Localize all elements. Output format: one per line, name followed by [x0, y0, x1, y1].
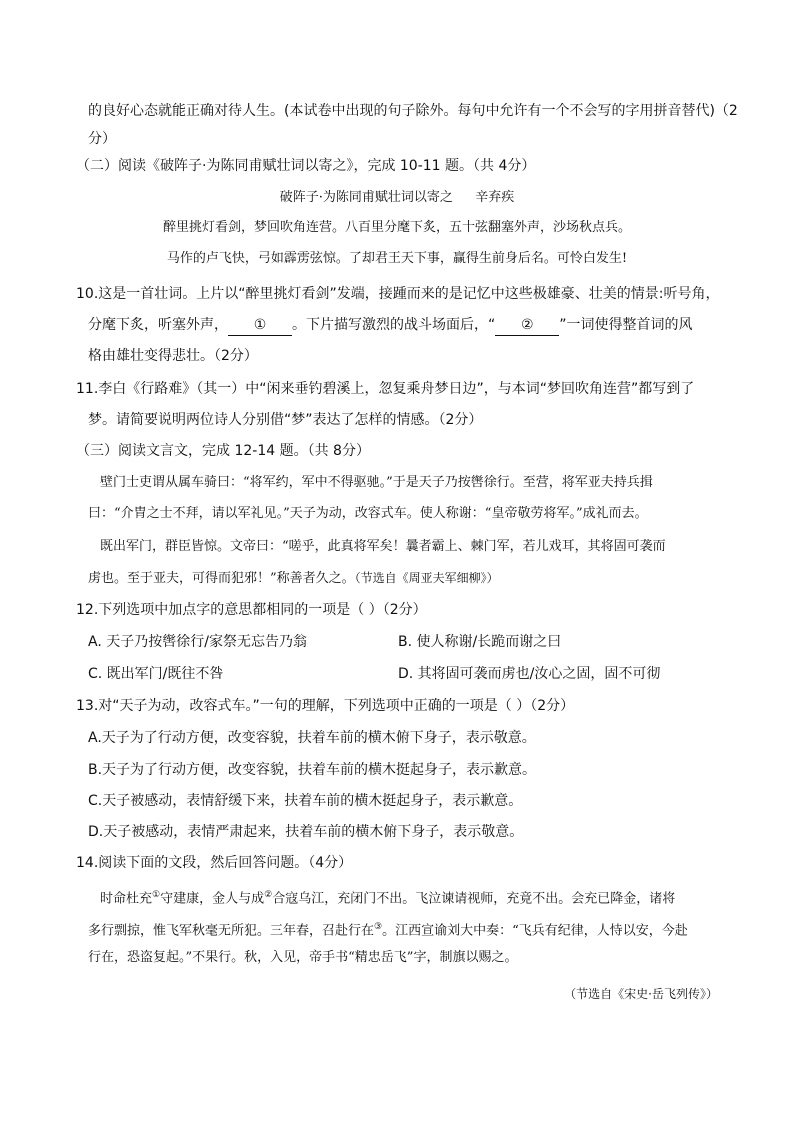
q11-line1: 11.李白《行路难》（其一）中“闲来垂钓碧溪上，忽复乘舟梦日边”，与本词“梦回吹角连营”都写到了 [76, 381, 695, 397]
q13-option-c[interactable]: C.天子被感动，表情舒缓下来，扶着车前的横木挺起身子，表示歉意。 [88, 793, 523, 809]
q12-option-b[interactable]: B. 使人称谢/长跪而谢之曰 [398, 634, 562, 650]
q10-line3: 格由雄壮变得悲壮。（2分） [88, 348, 258, 364]
q10-line2-part3: ”一词使得整首词的风 [559, 317, 693, 333]
poem-author: 辛弃疾 [475, 190, 515, 205]
q9-line1: 的良好心态就能正确对待人生。(本试卷中出现的句子除外。每句中允许有一个不会写的字用拼音替代)（2 [88, 103, 738, 119]
poem-line-1: 醉里挑灯看剑，梦回吹角连营。八百里分麾下炙，五十弦翻塞外声，沙场秋点兵。 [162, 220, 631, 235]
q9-line2: 分） [88, 131, 116, 147]
q12-option-c[interactable]: C. 既出军门/既往不咎 [88, 666, 224, 682]
footnote-marker-2: ② [264, 890, 273, 900]
q13-option-b[interactable]: B.天子为了行动方便，改变容貌，扶着车前的横木挺起身子，表示歉意。 [88, 762, 537, 778]
q14-passage-line1 [100, 885, 675, 909]
section3-heading: （三）阅读文言文，完成 12-14 题。（共 8分） [76, 443, 370, 459]
passage-p1-line1: 壁门士吏谓从属车骑曰：“将军约，军中不得驱驰。”于是天子乃按辔徐行。至营，将军亚夫持兵揖 [100, 475, 653, 490]
q10-line2-part2: 。下片描写激烈的战斗场面后，“ [292, 317, 496, 333]
q14-stem: 14.阅读下面的文段，然后回答问题。（4分） [76, 855, 353, 871]
q12-stem: 12.下列选项中加点字的意思都相同的一项是（ ）（2分） [76, 602, 427, 618]
poem-line-2: 马作的卢飞快，弓如霹雳弦惊。了却君王天下事，赢得生前身后名。可怜白发生! [166, 251, 628, 266]
q12-option-d[interactable]: D. 其将固可袭而虏也/汝心之固，固不可彻 [398, 666, 661, 682]
poem-title-line [0, 188, 794, 208]
q14-text-1a: 时命杜充 [100, 891, 153, 907]
q12-option-a[interactable]: A. 天子乃按辔徐行/家祭无忘告乃翁 [88, 634, 307, 650]
q14-passage-line2 [88, 917, 688, 941]
section2-heading: （二）阅读《破阵子·为陈同甫赋壮词以寄之》，完成 10-11 题。（共 4分） [76, 158, 536, 174]
footnote-marker-1: ① [152, 890, 161, 900]
q13-stem: 13.对“天子为动，改容式车。”一句的理解，下列选项中正确的一项是（ ）（2分） [76, 698, 575, 714]
passage-source: （节选自《周亚夫军细柳》） [354, 571, 499, 585]
passage-p2-line2 [88, 568, 499, 589]
passage-p1-line2: 曰：“介胄之士不拜，请以军礼见。”天子为动，改容式车。使人称谢：“皇帝敬劳将军。”成礼而去。 [88, 506, 648, 521]
q10-line2-part1: 分麾下炙，听塞外声， [88, 317, 228, 333]
q14-text-1c: 合寇乌江，充闭门不出。飞泣谏请视师，充竟不出。会充已降金，诸将 [272, 891, 676, 907]
q14-text-1b: 守建康，金人与成 [160, 891, 265, 907]
q14-passage-line3: 行在，恐盗复起。”不果行。秋，入见，帝手书“精忠岳飞”字，制旗以赐之。 [88, 950, 518, 965]
q10-line1: 10.这是一首壮词。上片以“醉里挑灯看剑”发端，接踵而来的是记忆中这些极雄豪、壮美的情景:听号角， [76, 286, 720, 302]
passage-p2-line2-text: 虏也。至于亚夫，可得而犯邪！”称善者久之。 [88, 571, 355, 586]
q14-source: （节选自《宋史·岳飞列传》） [564, 987, 718, 1001]
answer-blank-1[interactable]: ① [228, 315, 292, 336]
answer-blank-2[interactable]: ② [495, 315, 559, 336]
q14-text-2b: 。江西宣谕刘大中奏：“飞兵有纪律，人恃以安，今赴 [382, 923, 688, 939]
footnote-marker-3: ③ [374, 922, 383, 932]
poem-title: 破阵子·为陈同甫赋壮词以寄之 [279, 190, 453, 205]
passage-p2-line1: 既出军门，群臣皆惊。文帝曰：“嗟乎，此真将军矣！曩者霸上、棘门军，若儿戏耳，其将固可袭而 [100, 539, 666, 554]
q14-text-2a: 多行剽掠，惟飞军秋毫无所犯。三年春，召赴行在 [88, 923, 375, 939]
q13-option-d[interactable]: D.天子被感动，表情严肃起来，扶着车前的横木俯下身子，表示敬意。 [88, 824, 524, 840]
q13-option-a[interactable]: A.天子为了行动方便，改变容貌，扶着车前的横木俯下身子，表示敬意。 [88, 730, 536, 746]
q11-line2: 梦。请简要说明两位诗人分别借“梦”表达了怎样的情感。（2分） [88, 412, 483, 428]
q10-line2 [88, 315, 693, 336]
